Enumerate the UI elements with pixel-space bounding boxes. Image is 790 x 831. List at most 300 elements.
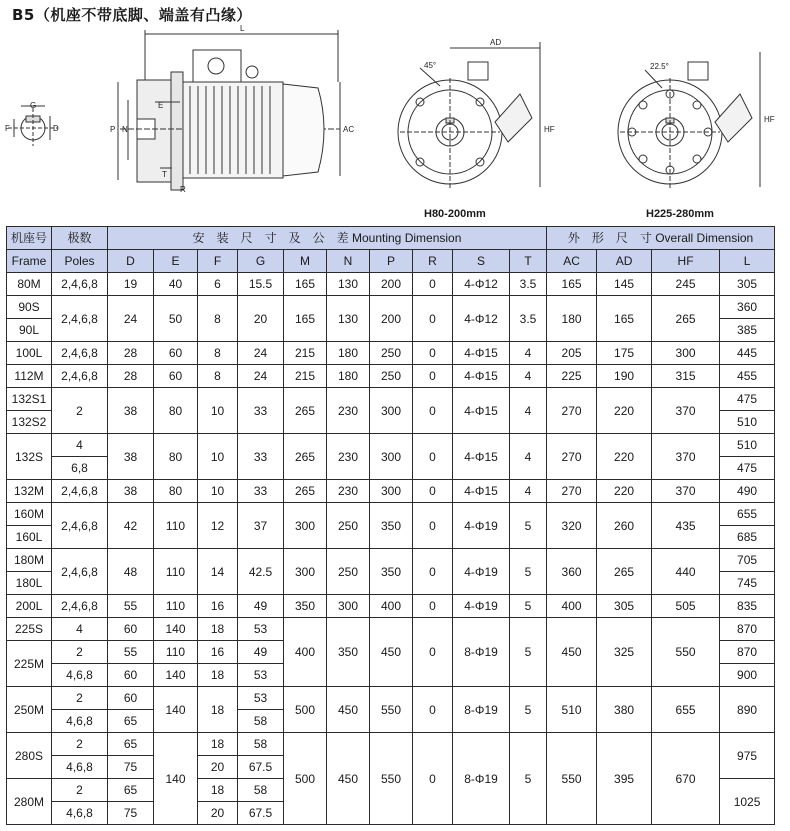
cell: 4-Φ12	[453, 296, 510, 342]
cell: 18	[198, 779, 238, 802]
cell: 67.5	[238, 756, 284, 779]
cell: 55	[108, 641, 154, 664]
cell: 265	[597, 549, 652, 595]
table-row	[7, 296, 775, 319]
cell: 400	[370, 595, 413, 618]
cell: 270	[547, 480, 597, 503]
col-header: E	[154, 250, 198, 273]
cell: 270	[547, 434, 597, 480]
cell: 260	[597, 503, 652, 549]
header-poles-cn: 极数	[52, 227, 108, 250]
cell: 37	[238, 503, 284, 549]
cell: 4-Φ15	[453, 480, 510, 503]
table-row	[7, 388, 775, 411]
cell: 510	[720, 411, 775, 434]
cell: 705	[720, 549, 775, 572]
cell: 350	[370, 549, 413, 595]
cell: 270	[547, 388, 597, 434]
cell: 0	[413, 296, 453, 342]
table-subheader-row	[7, 250, 775, 273]
cell: 3.5	[510, 273, 547, 296]
col-header: D	[108, 250, 154, 273]
cell: 60	[108, 618, 154, 641]
table-row	[7, 687, 775, 710]
cell: 28	[108, 342, 154, 365]
cell: 65	[108, 710, 154, 733]
cell: 58	[238, 710, 284, 733]
cell: 250	[370, 365, 413, 388]
cell: 132S1	[7, 388, 52, 411]
cell: 4	[510, 480, 547, 503]
cell: 14	[198, 549, 238, 595]
cell: 49	[238, 595, 284, 618]
cell: 24	[108, 296, 154, 342]
cell: 370	[652, 434, 720, 480]
cell: 5	[510, 549, 547, 595]
cell: 8-Φ19	[453, 618, 510, 687]
cell: 165	[284, 296, 327, 342]
cell: 140	[154, 687, 198, 733]
cell: 4	[510, 434, 547, 480]
cell: 0	[413, 687, 453, 733]
cell: 220	[597, 434, 652, 480]
cell: 8-Φ19	[453, 733, 510, 825]
cell: 350	[284, 595, 327, 618]
cell: 510	[547, 687, 597, 733]
cell: 112M	[7, 365, 52, 388]
cell: 165	[597, 296, 652, 342]
cell: 75	[108, 802, 154, 825]
cell: 65	[108, 733, 154, 756]
cell: 300	[284, 549, 327, 595]
cell: 370	[652, 388, 720, 434]
cell: 2,4,6,8	[52, 273, 108, 296]
cell: 80	[154, 480, 198, 503]
cell: 0	[413, 365, 453, 388]
cell: 395	[597, 733, 652, 825]
cell: 10	[198, 388, 238, 434]
cell: 18	[198, 664, 238, 687]
cell: 0	[413, 618, 453, 687]
cell: 400	[547, 595, 597, 618]
caption-h225-280: H225-280mm	[646, 208, 714, 220]
cell: 300	[284, 503, 327, 549]
col-header: AD	[597, 250, 652, 273]
caption-h80-200: H80-200mm	[424, 208, 486, 220]
cell: 16	[198, 595, 238, 618]
cell: 15.5	[238, 273, 284, 296]
cell: 2,4,6,8	[52, 296, 108, 342]
cell: 140	[154, 664, 198, 687]
cell: 2	[52, 388, 108, 434]
cell: 190	[597, 365, 652, 388]
angle-label-45: 45°	[424, 61, 437, 70]
cell: 48	[108, 549, 154, 595]
cell: 360	[720, 296, 775, 319]
cell: 975	[720, 733, 775, 779]
cell: 2,4,6,8	[52, 342, 108, 365]
cell: 265	[284, 434, 327, 480]
cell: 360	[547, 549, 597, 595]
dim-label-hf-2: HF	[764, 115, 775, 124]
cell: 60	[154, 342, 198, 365]
header-overall-group: 外 形 尺 寸 Overall Dimension	[547, 227, 775, 250]
cell: 300	[370, 434, 413, 480]
cell: 670	[652, 733, 720, 825]
cell: 8	[198, 365, 238, 388]
cell: 550	[370, 687, 413, 733]
cell: 305	[597, 595, 652, 618]
cell: 160L	[7, 526, 52, 549]
cell: 20	[198, 756, 238, 779]
cell: 10	[198, 480, 238, 503]
cell: 250M	[7, 687, 52, 733]
cell: 58	[238, 733, 284, 756]
cell: 58	[238, 779, 284, 802]
cell: 165	[284, 273, 327, 296]
cell: 870	[720, 641, 775, 664]
header-mounting-group: 安 装 尺 寸 及 公 差 Mounting Dimension	[108, 227, 547, 250]
cell: 445	[720, 342, 775, 365]
header-frame-en: Frame	[7, 250, 52, 273]
cell: 350	[370, 503, 413, 549]
cell: 55	[108, 595, 154, 618]
cell: 250	[327, 549, 370, 595]
cell: 475	[720, 388, 775, 411]
col-header: N	[327, 250, 370, 273]
cell: 655	[652, 687, 720, 733]
cell: 220	[597, 388, 652, 434]
cell: 24	[238, 342, 284, 365]
cell: 325	[597, 618, 652, 687]
cell: 80	[154, 388, 198, 434]
cell: 50	[154, 296, 198, 342]
col-header: P	[370, 250, 413, 273]
cell: 200L	[7, 595, 52, 618]
cell: 80M	[7, 273, 52, 296]
cell: 550	[652, 618, 720, 687]
cell: 4,6,8	[52, 756, 108, 779]
col-header: T	[510, 250, 547, 273]
cell: 0	[413, 388, 453, 434]
cell: 18	[198, 687, 238, 733]
table-row	[7, 503, 775, 526]
dim-label-e: E	[158, 101, 164, 110]
cell: 305	[720, 273, 775, 296]
cell: 0	[413, 503, 453, 549]
cell: 280S	[7, 733, 52, 779]
col-header: R	[413, 250, 453, 273]
cell: 110	[154, 549, 198, 595]
cell: 225	[547, 365, 597, 388]
cell: 60	[154, 365, 198, 388]
dim-label-l: L	[240, 24, 245, 33]
col-header: S	[453, 250, 510, 273]
cell: 4	[52, 434, 108, 457]
cell: 250	[370, 342, 413, 365]
cell: 40	[154, 273, 198, 296]
cell: 67.5	[238, 802, 284, 825]
end-view-h225-280	[618, 52, 760, 188]
cell: 2,4,6,8	[52, 549, 108, 595]
cell: 4-Φ19	[453, 503, 510, 549]
cell: 2,4,6,8	[52, 595, 108, 618]
cell: 455	[720, 365, 775, 388]
header-frame-cn: 机座号	[7, 227, 52, 250]
cell: 132M	[7, 480, 52, 503]
cell: 890	[720, 687, 775, 733]
cell: 180	[327, 342, 370, 365]
cell: 225M	[7, 641, 52, 687]
cell: 2,4,6,8	[52, 503, 108, 549]
col-header: M	[284, 250, 327, 273]
cell: 24	[238, 365, 284, 388]
cell: 230	[327, 388, 370, 434]
cell: 4-Φ15	[453, 342, 510, 365]
cell: 0	[413, 434, 453, 480]
cell: 450	[327, 687, 370, 733]
cell: 42	[108, 503, 154, 549]
cell: 1025	[720, 779, 775, 825]
cell: 10	[198, 434, 238, 480]
cell: 0	[413, 549, 453, 595]
cell: 510	[720, 434, 775, 457]
cell: 100L	[7, 342, 52, 365]
cell: 500	[284, 687, 327, 733]
cell: 4,6,8	[52, 802, 108, 825]
motor-drawings	[0, 22, 790, 222]
cell: 90L	[7, 319, 52, 342]
cell: 3.5	[510, 296, 547, 342]
table-row	[7, 480, 775, 503]
cell: 60	[108, 687, 154, 710]
cell: 4	[510, 342, 547, 365]
cell: 685	[720, 526, 775, 549]
dimension-table	[6, 226, 775, 825]
cell: 250	[327, 503, 370, 549]
cell: 320	[547, 503, 597, 549]
cell: 132S2	[7, 411, 52, 434]
cell: 33	[238, 434, 284, 480]
dim-label-d: D	[53, 124, 59, 133]
shaft-section-drawing	[8, 106, 58, 146]
cell: 245	[652, 273, 720, 296]
cell: 300	[370, 480, 413, 503]
cell: 300	[370, 388, 413, 434]
cell: 160M	[7, 503, 52, 526]
cell: 4-Φ15	[453, 365, 510, 388]
cell: 0	[413, 733, 453, 825]
end-view-h80-200	[398, 42, 540, 188]
cell: 132S	[7, 434, 52, 480]
cell: 8	[198, 342, 238, 365]
cell: 165	[547, 273, 597, 296]
cell: 4-Φ12	[453, 273, 510, 296]
cell: 550	[547, 733, 597, 825]
cell: 4	[510, 388, 547, 434]
col-header: F	[198, 250, 238, 273]
cell: 12	[198, 503, 238, 549]
cell: 265	[652, 296, 720, 342]
cell: 110	[154, 503, 198, 549]
dim-label-hf-1: HF	[544, 125, 555, 134]
cell: 5	[510, 687, 547, 733]
cell: 6	[198, 273, 238, 296]
table-row	[7, 365, 775, 388]
dim-label-f: F	[5, 124, 10, 133]
cell: 450	[547, 618, 597, 687]
cell: 2	[52, 779, 108, 802]
cell: 28	[108, 365, 154, 388]
cell: 300	[327, 595, 370, 618]
cell: 49	[238, 641, 284, 664]
cell: 380	[597, 687, 652, 733]
table-row	[7, 595, 775, 618]
cell: 215	[284, 342, 327, 365]
cell: 215	[284, 365, 327, 388]
cell: 130	[327, 273, 370, 296]
dim-label-r: R	[180, 185, 186, 194]
cell: 65	[108, 779, 154, 802]
cell: 745	[720, 572, 775, 595]
cell: 4,6,8	[52, 710, 108, 733]
cell: 205	[547, 342, 597, 365]
cell: 4-Φ15	[453, 434, 510, 480]
cell: 4-Φ19	[453, 549, 510, 595]
cell: 18	[198, 733, 238, 756]
cell: 38	[108, 434, 154, 480]
cell: 435	[652, 503, 720, 549]
cell: 265	[284, 480, 327, 503]
cell: 60	[108, 664, 154, 687]
table-row	[7, 342, 775, 365]
dim-label-t: T	[162, 170, 167, 179]
table-row	[7, 618, 775, 641]
cell: 180	[327, 365, 370, 388]
cell: 0	[413, 595, 453, 618]
cell: 4	[52, 618, 108, 641]
cell: 38	[108, 480, 154, 503]
cell: 110	[154, 641, 198, 664]
col-header: HF	[652, 250, 720, 273]
dim-label-ac: AC	[343, 125, 355, 134]
cell: 350	[327, 618, 370, 687]
cell: 2,4,6,8	[52, 480, 108, 503]
cell: 230	[327, 480, 370, 503]
dim-label-n: N	[122, 125, 128, 134]
cell: 80	[154, 434, 198, 480]
cell: 5	[510, 595, 547, 618]
angle-label-22-5: 22.5°	[650, 62, 669, 71]
cell: 140	[154, 618, 198, 641]
cell: 38	[108, 388, 154, 434]
cell: 5	[510, 618, 547, 687]
cell: 4-Φ15	[453, 388, 510, 434]
cell: 16	[198, 641, 238, 664]
cell: 200	[370, 273, 413, 296]
cell: 140	[154, 733, 198, 825]
page-title: B5（机座不带底脚、端盖有凸缘）	[12, 6, 252, 24]
cell: 53	[238, 618, 284, 641]
cell: 75	[108, 756, 154, 779]
header-poles-en: Poles	[52, 250, 108, 273]
cell: 315	[652, 365, 720, 388]
cell: 8	[198, 296, 238, 342]
cell: 53	[238, 664, 284, 687]
cell: 400	[284, 618, 327, 687]
cell: 20	[198, 802, 238, 825]
cell: 110	[154, 595, 198, 618]
cell: 2,4,6,8	[52, 365, 108, 388]
col-header: L	[720, 250, 775, 273]
cell: 280M	[7, 779, 52, 825]
cell: 18	[198, 618, 238, 641]
cell: 8-Φ19	[453, 687, 510, 733]
cell: 53	[238, 687, 284, 710]
cell: 450	[370, 618, 413, 687]
cell: 0	[413, 342, 453, 365]
cell: 230	[327, 434, 370, 480]
cell: 500	[284, 733, 327, 825]
motor-side-view	[118, 30, 340, 190]
cell: 5	[510, 503, 547, 549]
cell: 20	[238, 296, 284, 342]
cell: 4,6,8	[52, 664, 108, 687]
cell: 33	[238, 480, 284, 503]
cell: 550	[370, 733, 413, 825]
cell: 265	[284, 388, 327, 434]
cell: 180L	[7, 572, 52, 595]
cell: 180M	[7, 549, 52, 572]
dim-label-g: G	[30, 101, 37, 110]
cell: 225S	[7, 618, 52, 641]
cell: 42.5	[238, 549, 284, 595]
cell: 200	[370, 296, 413, 342]
cell: 475	[720, 457, 775, 480]
cell: 175	[597, 342, 652, 365]
cell: 33	[238, 388, 284, 434]
cell: 19	[108, 273, 154, 296]
table-header-row	[7, 227, 775, 250]
cell: 130	[327, 296, 370, 342]
cell: 2	[52, 641, 108, 664]
cell: 450	[327, 733, 370, 825]
cell: 655	[720, 503, 775, 526]
table-row	[7, 549, 775, 572]
cell: 900	[720, 664, 775, 687]
cell: 220	[597, 480, 652, 503]
cell: 385	[720, 319, 775, 342]
col-header: G	[238, 250, 284, 273]
cell: 370	[652, 480, 720, 503]
cell: 0	[413, 273, 453, 296]
cell: 440	[652, 549, 720, 595]
cell: 145	[597, 273, 652, 296]
cell: 2	[52, 687, 108, 710]
table-row	[7, 273, 775, 296]
cell: 0	[413, 480, 453, 503]
dim-label-p: P	[110, 125, 116, 134]
table-row	[7, 733, 775, 756]
col-header: AC	[547, 250, 597, 273]
cell: 4	[510, 365, 547, 388]
cell: 505	[652, 595, 720, 618]
cell: 90S	[7, 296, 52, 319]
cell: 2	[52, 733, 108, 756]
cell: 4-Φ19	[453, 595, 510, 618]
cell: 6,8	[52, 457, 108, 480]
dim-label-ad: AD	[490, 38, 502, 47]
